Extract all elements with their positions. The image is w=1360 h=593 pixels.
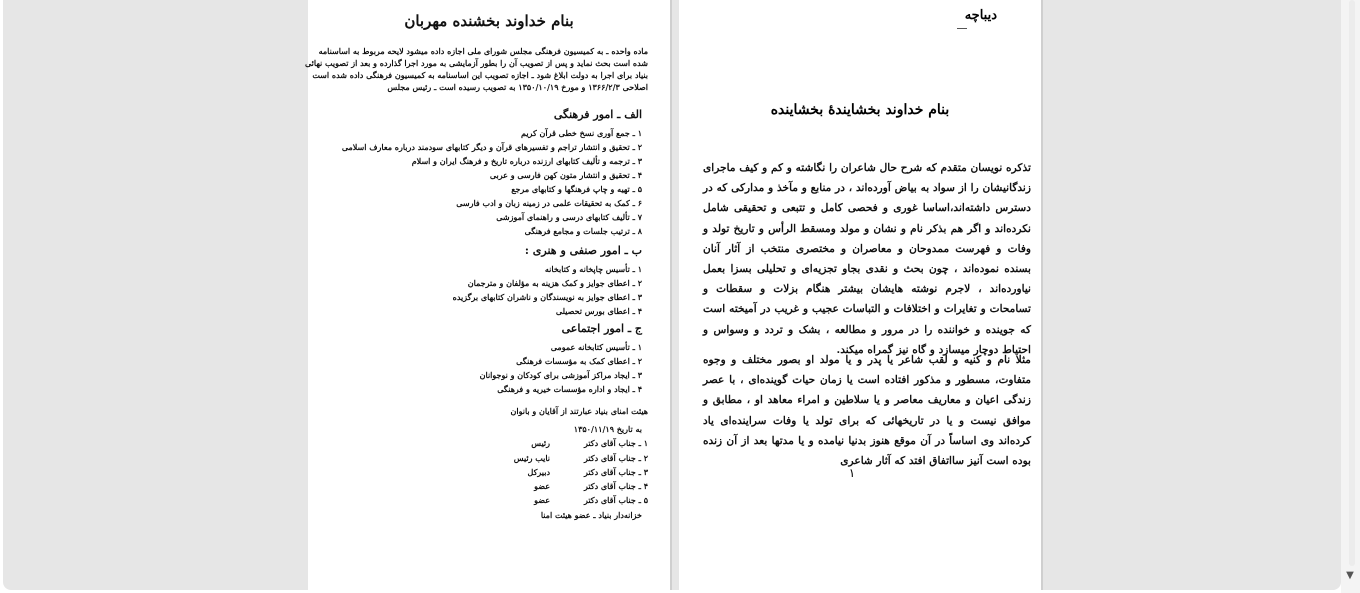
- section-a-item: ۴ ـ تحقیق و انتشار متون کهن فارسی و عربی: [489, 170, 642, 180]
- member-name: ۱ ـ جناب آقای دکتر: [583, 438, 648, 448]
- member-role: نایب رئیس: [513, 453, 550, 463]
- preface-title: بنام خداوند بخشایندهٔ بخشاینده: [770, 102, 950, 118]
- member-role: رئیس: [531, 438, 550, 448]
- document-viewer[interactable]: [3, 0, 1341, 590]
- scroll-down-arrow-icon[interactable]: ▼: [1346, 570, 1354, 581]
- section-a-item: ۶ ـ کمک به تحقیقات علمی در زمینه زبان و ادب فارسی: [456, 198, 642, 208]
- section-a-item: ۷ ـ تألیف کتابهای درسی و راهنمای آموزشی: [496, 212, 642, 222]
- page-number: ۱: [848, 466, 856, 480]
- section-a-item: ۱ ـ جمع آوری نسخ خطی قرآن کریم: [521, 128, 642, 138]
- left-page-title: بنام خداوند بخشنده مهربان: [404, 12, 574, 30]
- intro-line: بنیاد برای اجرا به دولت ابلاغ شود ـ اجازه تصویب این اساسنامه به کمیسیون فرهنگی داده شده است: [312, 70, 648, 80]
- section-c-item: ۳ ـ ایجاد مراکز آموزشی برای کودکان و نوجوانان: [479, 370, 642, 380]
- member-name: ۴ ـ جناب آقای دکتر: [583, 481, 648, 491]
- section-c-item: ۲ ـ اعطای کمک به مؤسسات فرهنگی: [516, 356, 642, 366]
- section-b-item: ۴ ـ اعطای بورس تحصیلی: [555, 306, 642, 316]
- section-a-item: ۸ ـ ترتیب جلسات و مجامع فرهنگی: [524, 226, 642, 236]
- closing-line: خزانه‌دار بنیاد ـ عضو هیئت امنا: [540, 510, 642, 520]
- preface-paragraph-1: تذکره نویسان متقدم که شرح حال شاعران را نگاشته و کم و کیف ماجرای زندگانیشان را از سواد به بیاض آورده‌اند ، در منابع و مآخذ و مدارکی که در دسترس داشته‌اند،اساسا غوری و فحصی کامل و تتبعی و تحقیقی شامل نکرده‌اند و اگر هم بذکر نام و نشان و مولد ومسقط الرأس و تاریخ تولد و وفات و فهرست ممدوحان و معاصران و مختصری منتخب از آثار آنان بسنده نموده‌اند ، چون بحث و نقدی بجاو تجزیه‌ای و تحلیلی بسزا بعمل نیاورده‌اند ، لاجرم نوشته هایشان بیشتر هنگام بزلات و سقطات و تسامحات و تغایرات و اختلافات و التباسات عجیب و غریب در آمیخته است که جوینده و خواننده را در مرور و مطالعه ، بشک و تردد و وسواس و احتیاط دوچار میسازد و گاه نیز گمراه میکند.: [703, 162, 1031, 356]
- section-b-item: ۱ ـ تأسیس چاپخانه و کتابخانه: [544, 264, 642, 274]
- section-a-item: ۵ ـ تهیه و چاپ فرهنگها و کتابهای مرجع: [511, 184, 642, 194]
- document-page-left: [305, 0, 670, 590]
- heading-underline: [957, 28, 967, 29]
- section-a-item: ۲ ـ تحقیق و انتشار تراجم و تفسیرهای قرآن و دیگر کتابهای سودمند درباره معارف اسلامی: [341, 142, 642, 152]
- intro-line: شده است بحث نماید و پس از تصویب آن را بطور آزمایشی به مورد اجرا گذارده و بعد از تصویب نهائی: [305, 58, 648, 68]
- section-b-heading: ب ـ امور صنفی و هنری :: [524, 244, 642, 257]
- section-a-item: ۳ ـ ترجمه و تألیف کتابهای ارزنده درباره تاریخ و فرهنگ ایران و اسلام: [411, 156, 642, 166]
- scrollbar-thumb[interactable]: [1349, 0, 1355, 566]
- section-c-item: ۴ ـ ایجاد و اداره مؤسسات خیریه و فرهنگی: [497, 384, 642, 394]
- preface-heading: دیباچه: [964, 8, 997, 23]
- board-date: به تاریخ ۱۳۵۰/۱۱/۱۹: [573, 424, 642, 434]
- member-role: عضو: [534, 481, 550, 491]
- member-name: ۵ ـ جناب آقای دکتر: [583, 495, 648, 505]
- section-b-item: ۳ ـ اعطای جوایز به نویسندگان و ناشران کتابهای برگزیده: [452, 292, 642, 302]
- member-role: عضو: [534, 495, 550, 505]
- preface-paragraph-2: مثلا نام و کنیه و لقب شاعر یا پدر و یا مولد او بصور مختلف و وجوه متفاوت، مسطور و مذکور افتاده است یا زمان حیات گوینده‌ای ، با عصر زندگی اعیان و معاریف معاصر و یا سلاطین و امراء معاهد او ، مطابق و موافق نیست و یا در تاریخهائی که برای تولد یا وفات سراینده‌ای یاد کرده‌اند وی اساساً در آن موقع هنوز بدنیا نیامده و یا مدتها بعد از آن زنده بوده است آنیز سااتفاق افتد که آثار شاعری: [703, 354, 1031, 468]
- member-name: ۳ ـ جناب آقای دکتر: [583, 467, 648, 477]
- board-intro: هیئت امنای بنیاد عبارتند از آقایان و بانوان: [510, 406, 648, 416]
- intro-line: ماده واحده ـ به کمیسیون فرهنگی مجلس شورای ملی اجازه داده میشود لایحه مربوط به اساسنامه: [318, 46, 648, 56]
- section-b-item: ۲ ـ اعطای جوایز و کمک هزینه به مؤلفان و مترجمان: [467, 278, 642, 288]
- section-a-heading: الف ـ امور فرهنگی: [553, 108, 642, 121]
- member-role: دبیرکل: [527, 467, 550, 477]
- section-c-heading: ج ـ امور اجتماعی: [561, 322, 642, 335]
- member-name: ۲ ـ جناب آقای دکتر: [583, 453, 648, 463]
- intro-line: اصلاحی ۱۳۶۶/۲/۳ و مورخ ۱۳۵۰/۱۰/۱۹ به تصویب رسیده است ـ رئیس مجلس: [387, 82, 648, 92]
- document-page-right: [679, 0, 1041, 590]
- section-c-item: ۱ ـ تأسیس کتابخانه عمومی: [550, 342, 642, 352]
- page-edge-shadow: [1041, 0, 1043, 590]
- page-edge-shadow: [670, 0, 672, 590]
